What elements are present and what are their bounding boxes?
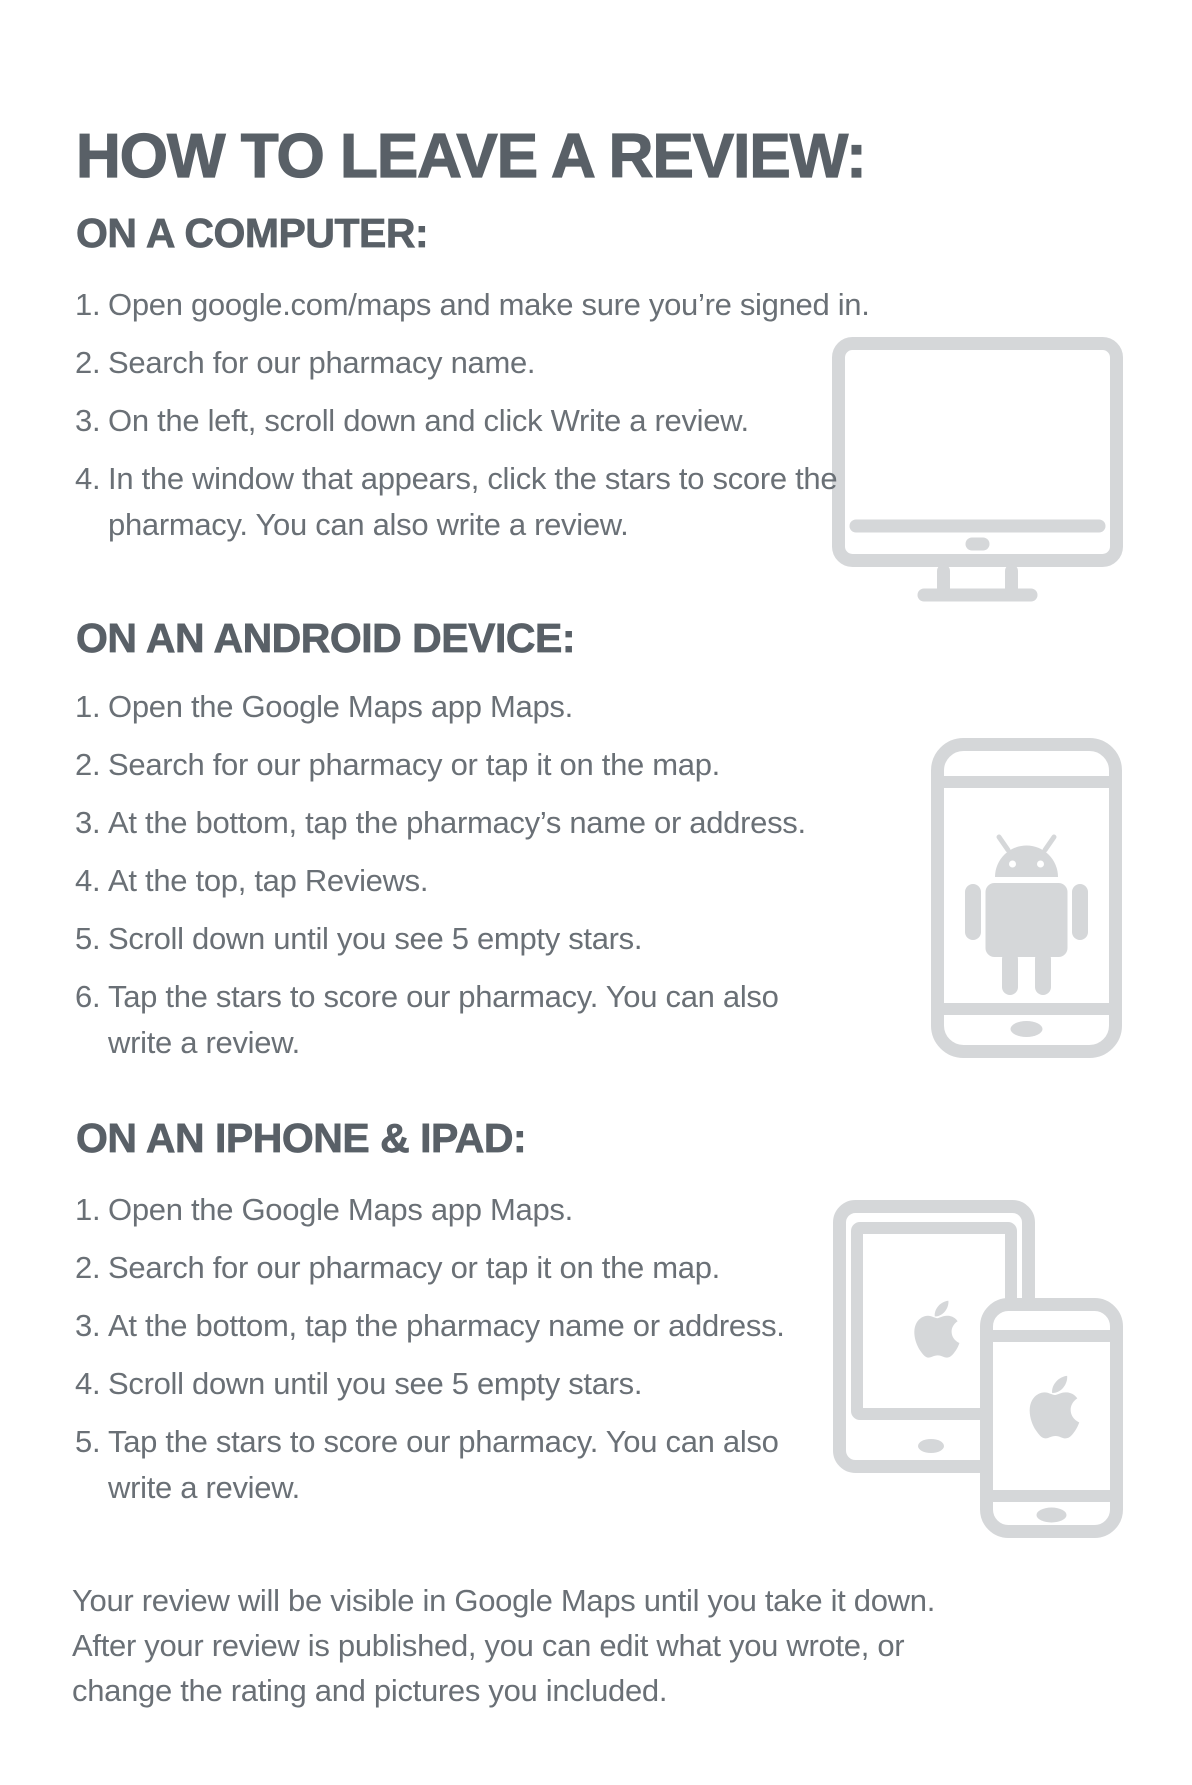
iphone-icon	[987, 1305, 1117, 1532]
android-robot-icon	[965, 837, 1088, 995]
footer-line: Your review will be visible in Google Maps until you take it down.	[72, 1583, 936, 1618]
home-button	[918, 1439, 944, 1453]
step-item: Search for our pharmacy or tap it on the map.	[108, 747, 720, 782]
footer-line: change the rating and pictures you included.	[72, 1673, 668, 1708]
ipad-and-iphone-icon	[826, 1193, 1136, 1548]
step-item: In the window that appears, click the stars to score the pharmacy. You can also write a review.	[108, 461, 838, 542]
step-item: At the bottom, tap the pharmacy’s name or address.	[108, 805, 806, 840]
section-heading-iphone-ipad: ON AN IPHONE & IPAD:	[76, 1115, 527, 1161]
step-item: On the left, scroll down and click Write a review.	[108, 403, 749, 438]
step-item: Scroll down until you see 5 empty stars.	[108, 921, 643, 956]
step-item: Scroll down until you see 5 empty stars.	[108, 1366, 643, 1401]
step-item: Open the Google Maps app Maps.	[108, 689, 573, 724]
home-button	[1011, 1021, 1043, 1037]
step-list-iphone-ipad	[75, 1187, 785, 1523]
step-list-computer	[75, 282, 870, 560]
apple-logo-icon	[914, 1301, 959, 1358]
section-heading-computer: ON A COMPUTER:	[76, 210, 429, 256]
footer-line: After your review is published, you can edit what you wrote, or	[72, 1628, 905, 1663]
step-item: Open google.com/maps and make sure you’re signed in.	[108, 287, 870, 322]
step-item: Search for our pharmacy or tap it on the map.	[108, 1250, 720, 1285]
step-item: Search for our pharmacy name.	[108, 345, 536, 380]
step-item: Tap the stars to score our pharmacy. You can also write a review.	[108, 1424, 779, 1505]
step-item: At the top, tap Reviews.	[108, 863, 429, 898]
section-heading-android: ON AN ANDROID DEVICE:	[76, 615, 575, 661]
step-list-android	[75, 684, 806, 1078]
step-item: Open the Google Maps app Maps.	[108, 1192, 573, 1227]
step-item: Tap the stars to score our pharmacy. You can also write a review.	[108, 979, 779, 1060]
home-button	[1037, 1508, 1067, 1523]
page-title: HOW TO LEAVE A REVIEW:	[76, 121, 866, 191]
step-item: At the bottom, tap the pharmacy name or address.	[108, 1308, 785, 1343]
footer-paragraph	[72, 1578, 935, 1713]
android-phone-icon	[924, 731, 1129, 1066]
